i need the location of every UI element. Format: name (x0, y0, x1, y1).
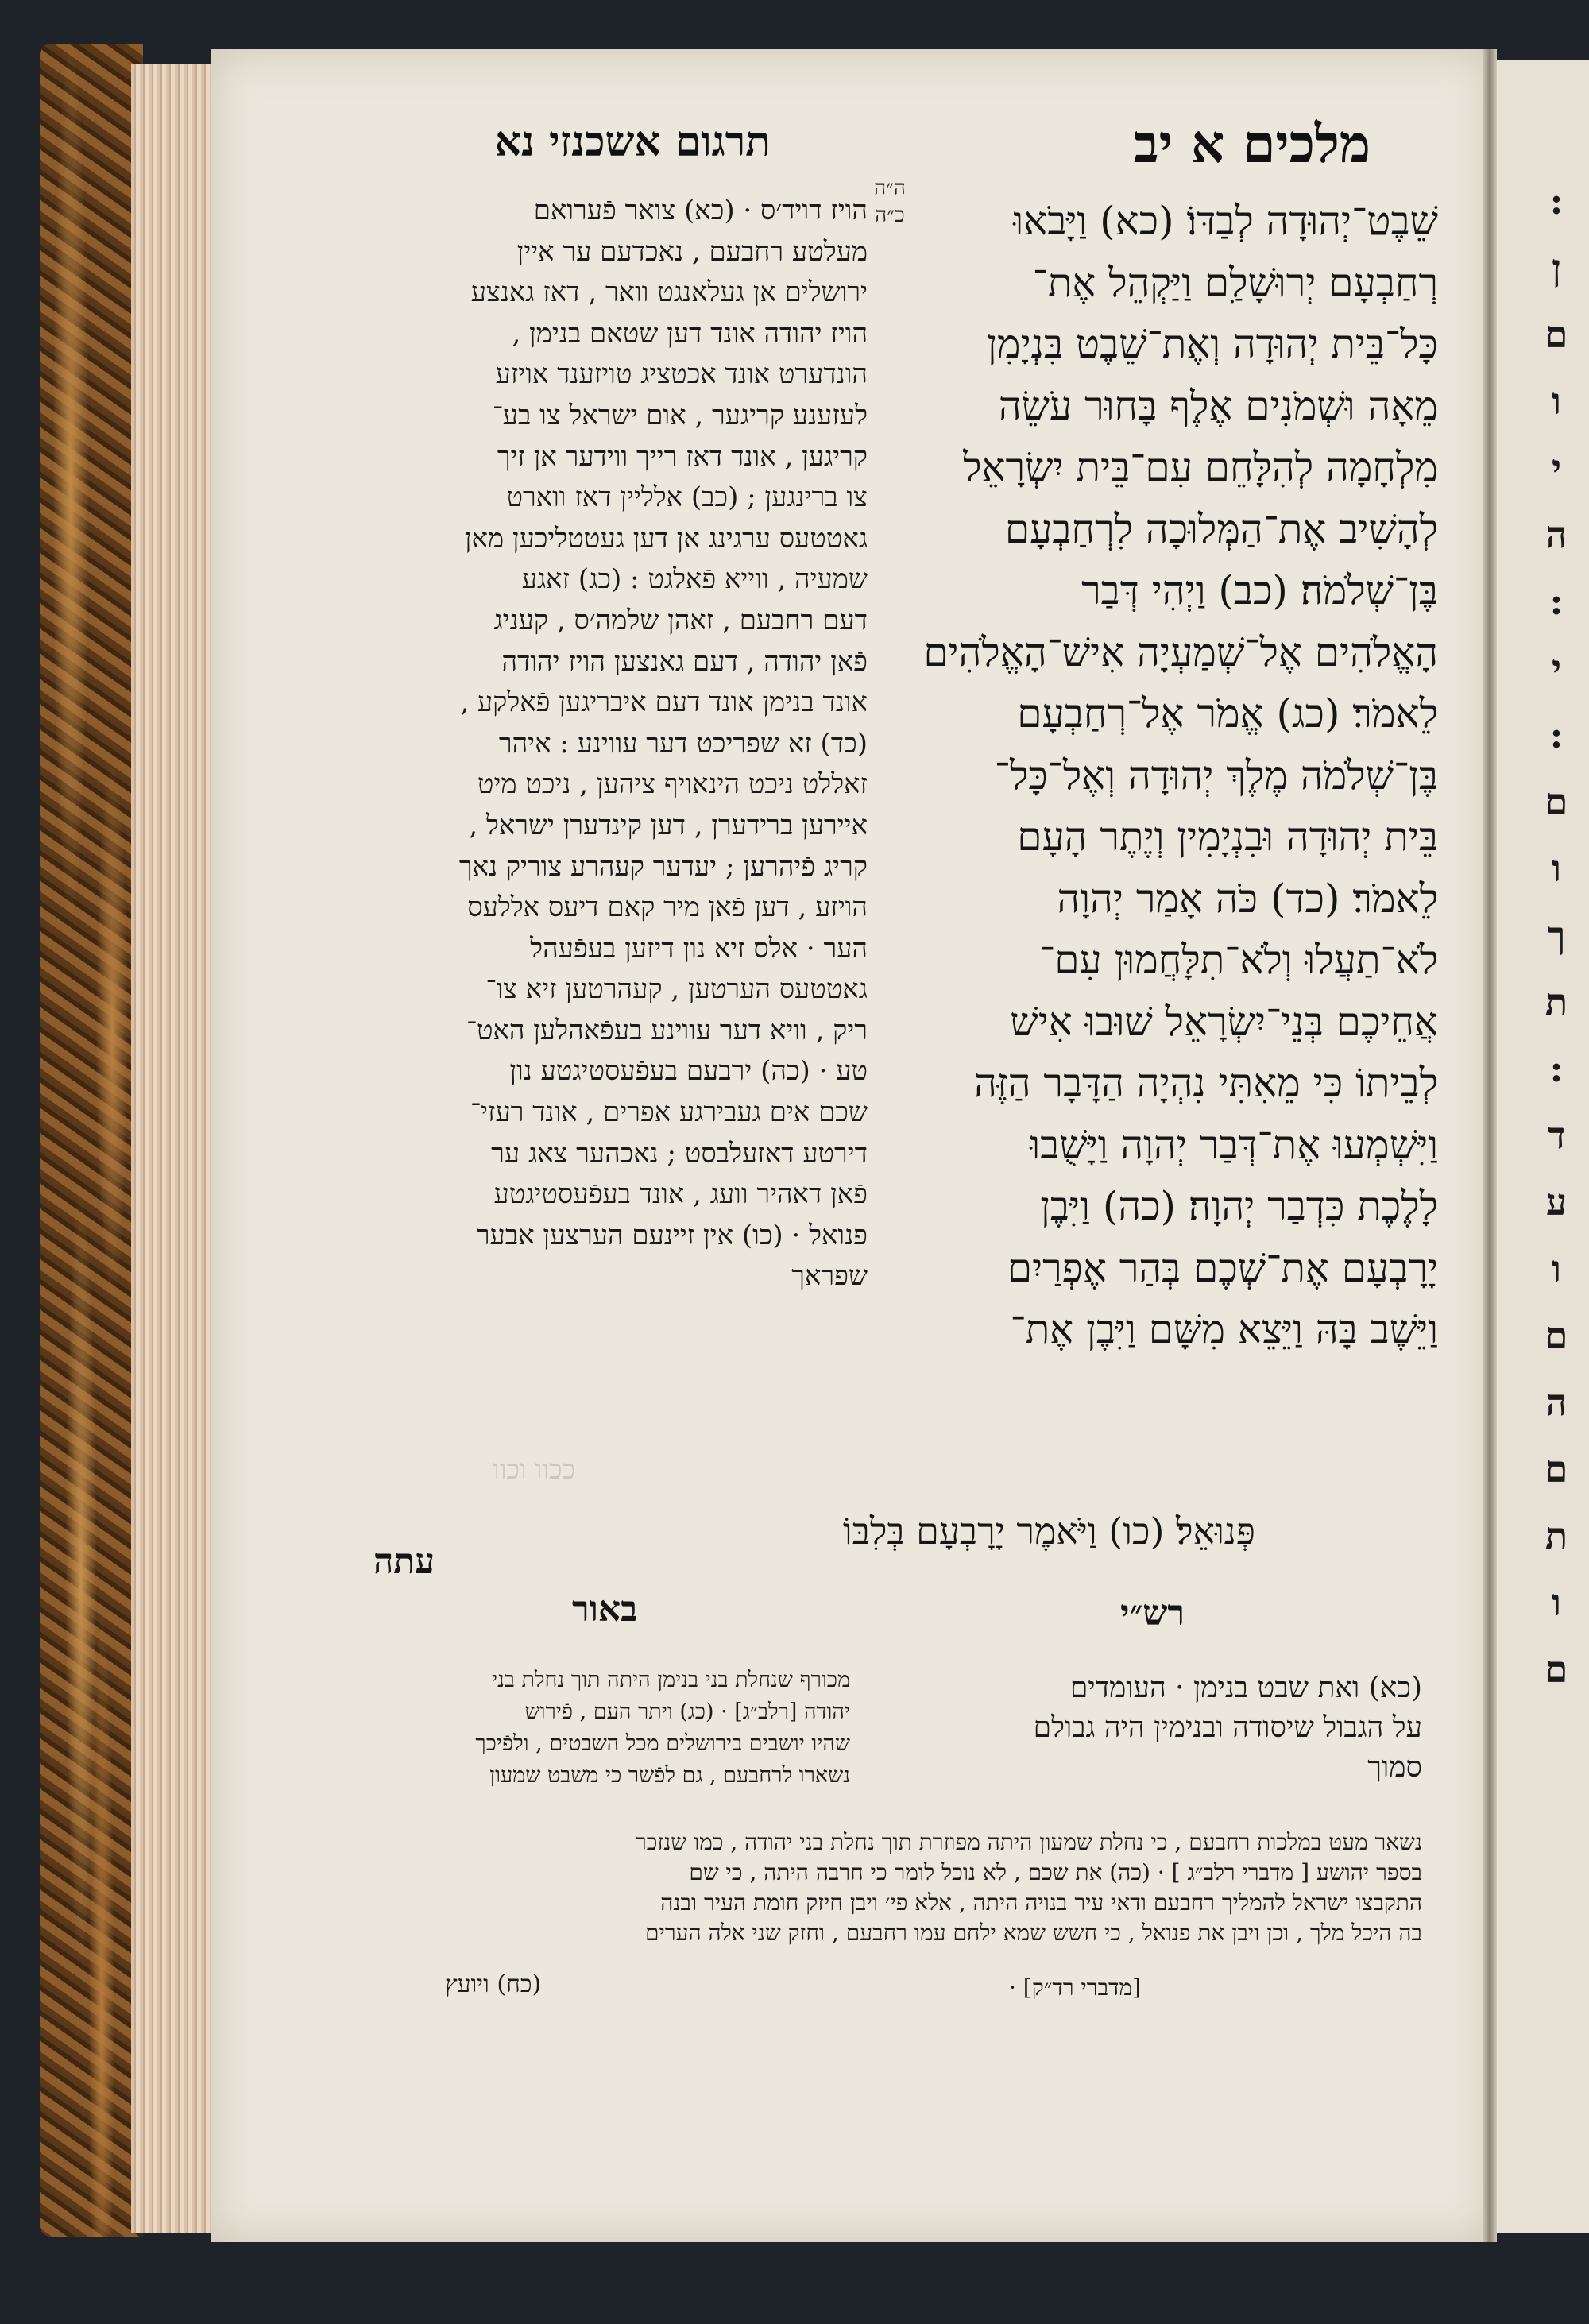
section-label-biur: באור (572, 1589, 638, 1630)
translation-line: גאטטעס הערטען , קעהרטען זיא צו־ (485, 973, 868, 1006)
facing-page-glyph: : (1549, 580, 1564, 623)
hebrew-main-text (882, 191, 1438, 1361)
translation-line: אונד בנימן אונד דעם איבריגען פֿאלקע , (460, 686, 868, 719)
source-citation: [מדברי רד״ק] · (1009, 1974, 1142, 2001)
book-gutter (1483, 49, 1497, 2242)
translation-line: שפראך (791, 1260, 868, 1293)
rashi-commentary (874, 1669, 1422, 1788)
main-text-line: לֵאמֹר׃ (כד) כֹּה אָמַר יְהוָה (1057, 875, 1438, 922)
main-text-line: כָּל־בֵּית יְהוּדָה וְאֶת־שֵׁבֶט בִּנְיָמִן (987, 321, 1438, 367)
facing-page-glyph: ע (1545, 1181, 1568, 1224)
translation-line: דעם רחבעם , זאהן שלמה׳ס , קעניג (493, 604, 868, 636)
biur-line: נשארו לרחבעם , גם לפֿשר כי משבט שמעון (489, 1763, 850, 1788)
main-text-line: בֶּן־שְׁלֹמֹה מֶלֶךְ יְהוּדָה וְאֶל־כָּל־ (994, 752, 1438, 799)
bleed-through-text: ככוו וכוו (493, 1454, 576, 1486)
translation-line: פֿאן דאהיר וועג , אונד בעפֿעסטיגטע (493, 1178, 868, 1211)
translation-line: ריק , וויא דער עווינע בעפֿאהלען האט־ (466, 1014, 868, 1046)
translation-line: לעזענע קריגער , אום ישראל צו בע־ (492, 399, 868, 431)
facing-page-glyph: : (1549, 180, 1564, 222)
translation-line: הויז יהודה אונד דען שטאם בנימן , (512, 317, 868, 350)
translation-line: שמעיה , ווייא פֿאלגט : (כג) זאגע (521, 563, 868, 596)
commentary-line: התקבצו ישראל להמליך רחבעם ודאי עיר בנויה היתה , אלא פי׳ ויבן חיזק חומת העיר ובנה (660, 1889, 1422, 1916)
facing-page-glyph: ן (1552, 246, 1561, 289)
translation-line: דירטע דאזעלבסט ; נאכהער צאג ער (491, 1137, 868, 1170)
facing-page-glyph: ה (1545, 1381, 1568, 1424)
translation-line: (כד) זא שפריכט דער עווינע : איהר (498, 727, 868, 760)
translation-line: מעלטע רחבעם , נאכדעם ער איין (516, 235, 868, 268)
main-text-line: לָלֶכֶת כִּדְבַר יְהוָה׃ (כה) וַיִּבֶן (1040, 1183, 1438, 1229)
main-text-line: מִלְחָמָה לְהִלָּחֵם עִם־בֵּית יִשְׂרָאֵל (963, 444, 1438, 490)
facing-page-glyph: ו (1552, 847, 1561, 890)
main-text-line: לֵאמֹר׃ (כג) אֱמֹר אֶל־רְחַבְעָם (1017, 690, 1438, 737)
translation-line: צו ברינגען ; (כב) אלליין דאז ווארט (506, 481, 868, 514)
yiddish-translation-column (296, 191, 868, 1297)
main-text-last-line: פְּנוּאֵל׃ (כו) וַיֹּאמֶר יָרָבְעָם בְּלִבּוֹ (842, 1510, 1255, 1553)
rashi-line: סמוך (1367, 1751, 1422, 1784)
main-text-line: יָרָבְעָם אֶת־שְׁכֶם בְּהַר אֶפְרַיִם (1007, 1244, 1438, 1291)
facing-page-glyph: ד (1547, 1114, 1566, 1157)
book-cover-marbled (40, 44, 143, 2237)
facing-page-glyph: ו (1552, 380, 1561, 423)
commentary-continuation (278, 1827, 1422, 1948)
main-text-line: לֹא־תַעֲלוּ וְלֹא־תִלָּחֲמוּן עִם־ (1039, 937, 1438, 983)
main-text-line: וַיֵּשֶׁב בָּהּ וַיֵּצֵא מִשָּׁם וַיִּבֶן אֶת־ (1010, 1306, 1438, 1352)
facing-page-glyph: ה (1545, 513, 1568, 556)
facing-page-glyph: ם (1545, 780, 1568, 823)
translation-line: איירען ברידערן , דען קינדערן ישראל , (469, 809, 868, 841)
main-text-line: בֶּן־שְׁלֹמֹה׃ (כב) וַיְהִי דְּבַר (1081, 567, 1438, 613)
main-text-line: הָאֱלֹהִים אֶל־שְׁמַעְיָה אִישׁ־הָאֱלֹהִים (923, 628, 1438, 675)
facing-page (1497, 60, 1589, 2233)
translation-line: שכם אים געבירגע אפרים , אונד רעזי־ (470, 1096, 868, 1129)
translation-line: הויז דויד׳ס · (כא) צואר פֿערואם (533, 195, 868, 226)
translation-line: הויזע , דען פֿאן מיר קאם דיעס אללעס (467, 891, 868, 924)
facing-page-glyph: ת (1545, 980, 1568, 1023)
facing-page-glyph: ת (1545, 1514, 1568, 1557)
marginal-note: ה״ה כ״ה (874, 176, 906, 227)
translation-line: זאללט ניכט הינאויף ציהען , ניכט מיט (477, 768, 868, 801)
translation-line: פֿאן יהודה , דעם גאנצען הויז יהודה (501, 645, 868, 678)
translation-line: הונדערט אונד אכטציג טויזענד אויזע (495, 358, 868, 391)
commentary-line: בספר יהושע [ מדברי רלב״ג ] · (כה) את שכם , לא נוכל לומר כי חרבה היתה , כי שם (689, 1859, 1422, 1885)
facing-page-glyph: ם (1545, 1648, 1568, 1691)
commentary-catchword: (כח) ויועץ (445, 1970, 542, 1998)
running-head-book-chapter: מלכים א יב (1133, 113, 1371, 175)
main-text-line: וַיִּשְׁמְעוּ אֶת־דְּבַר יְהוָה וַיָּשֻׁבוּ (1030, 1121, 1438, 1168)
facing-page-glyph: ו (1552, 1247, 1561, 1290)
section-label-meat: עתה (373, 1541, 435, 1582)
main-text-line: שֵׁבֶט־יְהוּדָה לְבַדּוֹ׃ (כא) וַיָּבֹאוּ (1013, 198, 1438, 244)
rashi-line: (כא) ואת שבט בנימן · העומדים (1069, 1672, 1422, 1704)
facing-page-glyph: : (1549, 713, 1564, 756)
main-text-line: רְחַבְעָם יְרוּשָׁלִַם וַיַּקְהֵל אֶת־ (1032, 259, 1438, 306)
facing-page-glyph: ם (1545, 1314, 1568, 1357)
translation-line: גאטטעס ערגינג אן דען געטטליכען מאן (464, 522, 868, 555)
translation-line: פנואל · (כו) אין זיינעם הערצען אבער (476, 1219, 868, 1251)
translation-line: הער · אלס זיא נון דיזען בעפֿעהל (530, 932, 868, 965)
translation-line: טע · (כה) ירבעם בעפֿעסטיגטע נון (509, 1055, 868, 1088)
facing-page-glyph: י (1551, 647, 1562, 690)
biur-line: יהודה [רלב״ג] · (כג) ויתר העם , פֿירוש (524, 1699, 850, 1724)
main-text-line: לְבֵיתוֹ כִּי מֵאִתִּי נִהְיָה הַדָּבָר הַזֶּה (974, 1060, 1438, 1106)
translation-line: קריגען , אונד דאז רייך ווידער אן זיך (497, 440, 868, 473)
main-text-line: לְהָשִׁיב אֶת־הַמְּלוּכָה לִרְחַבְעָם (1004, 505, 1438, 552)
main-text-line: אֲחֵיכֶם בְּנֵי־יִשְׂרָאֵל שׁוּבוּ אִישׁ (1010, 998, 1438, 1045)
facing-page-glyph: : (1549, 1047, 1564, 1090)
commentary-line: בה היכל מלך , וכן ויבן את פנואל , כי חשש שמא ילחם עמו רחבעם , וחזק שני אלה הערים (645, 1920, 1422, 1946)
facing-page-glyph: ם (1545, 1448, 1568, 1491)
facing-page-glyph: ך (1547, 914, 1566, 957)
facing-page-glyph: ם (1545, 313, 1568, 356)
rashi-line: על הגבול שיסודה ובנימין היה גבולם (1033, 1711, 1422, 1744)
translation-line: ירושלים אן געלאנגט וואר , דאז גאנצע (470, 276, 868, 309)
biur-line: מכורף שנחלת בני בנימן היתה תוך נחלת בני (491, 1668, 850, 1692)
main-text-line: מֵאָה וּשְׁמֹנִים אֶלֶף בָּחוּר עֹשֵׂה (998, 382, 1438, 429)
biur-commentary (278, 1665, 850, 1792)
translation-line: קריג פֿיהרען ; יעדער קעהרע צוריק נאך (458, 850, 868, 883)
facing-page-glyph: י (1551, 447, 1562, 489)
commentary-line: נשאר מעט במלכות רחבעם , כי נחלת שמעון היתה מפוזרת תוך נחלת בני יהודה , כמו שנזכר (635, 1829, 1422, 1855)
facing-page-glyph: ו (1552, 1581, 1561, 1624)
main-text-line: בֵּית יְהוּדָה וּבִנְיָמִין וְיֶתֶר הָעָם (1017, 814, 1438, 860)
biur-line: שהיו יושבים בירושלים מכל השבטים , ולפֿיכך (475, 1731, 850, 1756)
section-label-rashi: רש״י (1120, 1593, 1185, 1634)
running-head-translation-page: תרגום אשכנזי נא (494, 118, 771, 166)
